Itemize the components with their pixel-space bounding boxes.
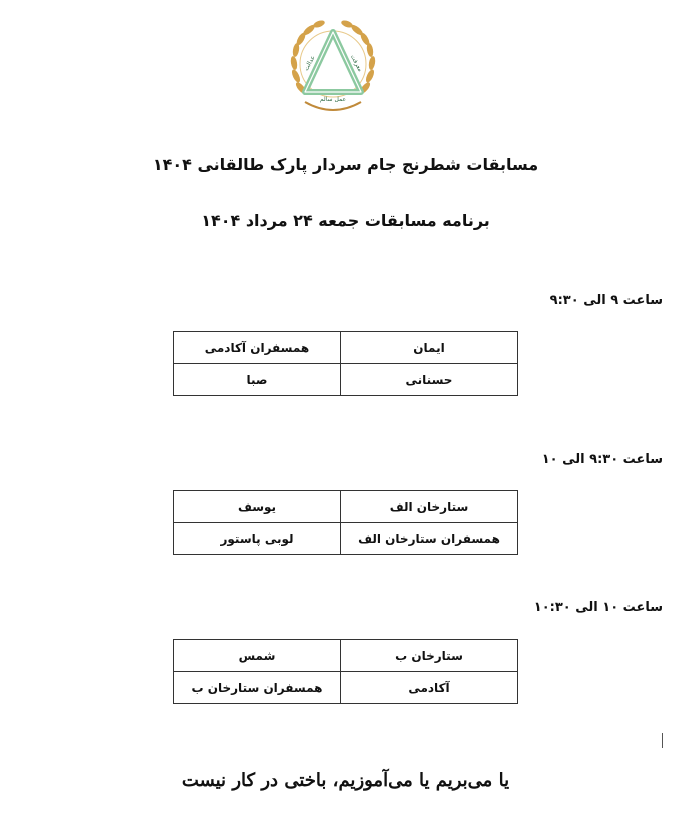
team-cell: ستارخان ب — [341, 640, 518, 672]
footer-motto: یا می‌بریم یا می‌آموزیم، باختی در کار نیست — [181, 770, 510, 791]
organization-logo — [287, 18, 379, 118]
team-cell: همسفران آکادمی — [174, 332, 341, 364]
text-cursor — [662, 733, 663, 748]
team-cell: صبا — [174, 364, 341, 396]
table-row — [174, 491, 518, 523]
time-slot-label: ساعت ۱۰ الی ۱۰:۳۰ — [533, 600, 663, 615]
table-row — [174, 672, 518, 704]
team-cell: شمس — [174, 640, 341, 672]
team-cell: ایمان — [341, 332, 518, 364]
team-cell: آکادمی — [341, 672, 518, 704]
team-cell: حسنانی — [341, 364, 518, 396]
pairings-table — [173, 490, 518, 555]
team-cell: همسفران ستارخان الف — [341, 523, 518, 555]
table-row — [174, 332, 518, 364]
logo-text-left: عدالت — [302, 54, 317, 73]
page-title: مسابقات شطرنج جام سردار پارک طالقانی ۱۴۰۴ — [152, 155, 539, 174]
team-cell: همسفران ستارخان ب — [174, 672, 341, 704]
table-row — [174, 640, 518, 672]
table-row — [174, 364, 518, 396]
pairings-table — [173, 331, 518, 396]
logo-text-right: معرفت — [348, 53, 364, 73]
time-slot-label: ساعت ۹:۳۰ الی ۱۰ — [541, 452, 663, 467]
time-slot-label: ساعت ۹ الی ۹:۳۰ — [549, 293, 663, 308]
team-cell: ستارخان الف — [341, 491, 518, 523]
page-subtitle: برنامه مسابقات جمعه ۲۴ مرداد ۱۴۰۴ — [201, 211, 490, 230]
team-cell: لوبی پاستور — [174, 523, 341, 555]
pairings-table — [173, 639, 518, 704]
team-cell: یوسف — [174, 491, 341, 523]
logo-text-bottom: عمل سالم — [319, 96, 347, 103]
table-row — [174, 523, 518, 555]
